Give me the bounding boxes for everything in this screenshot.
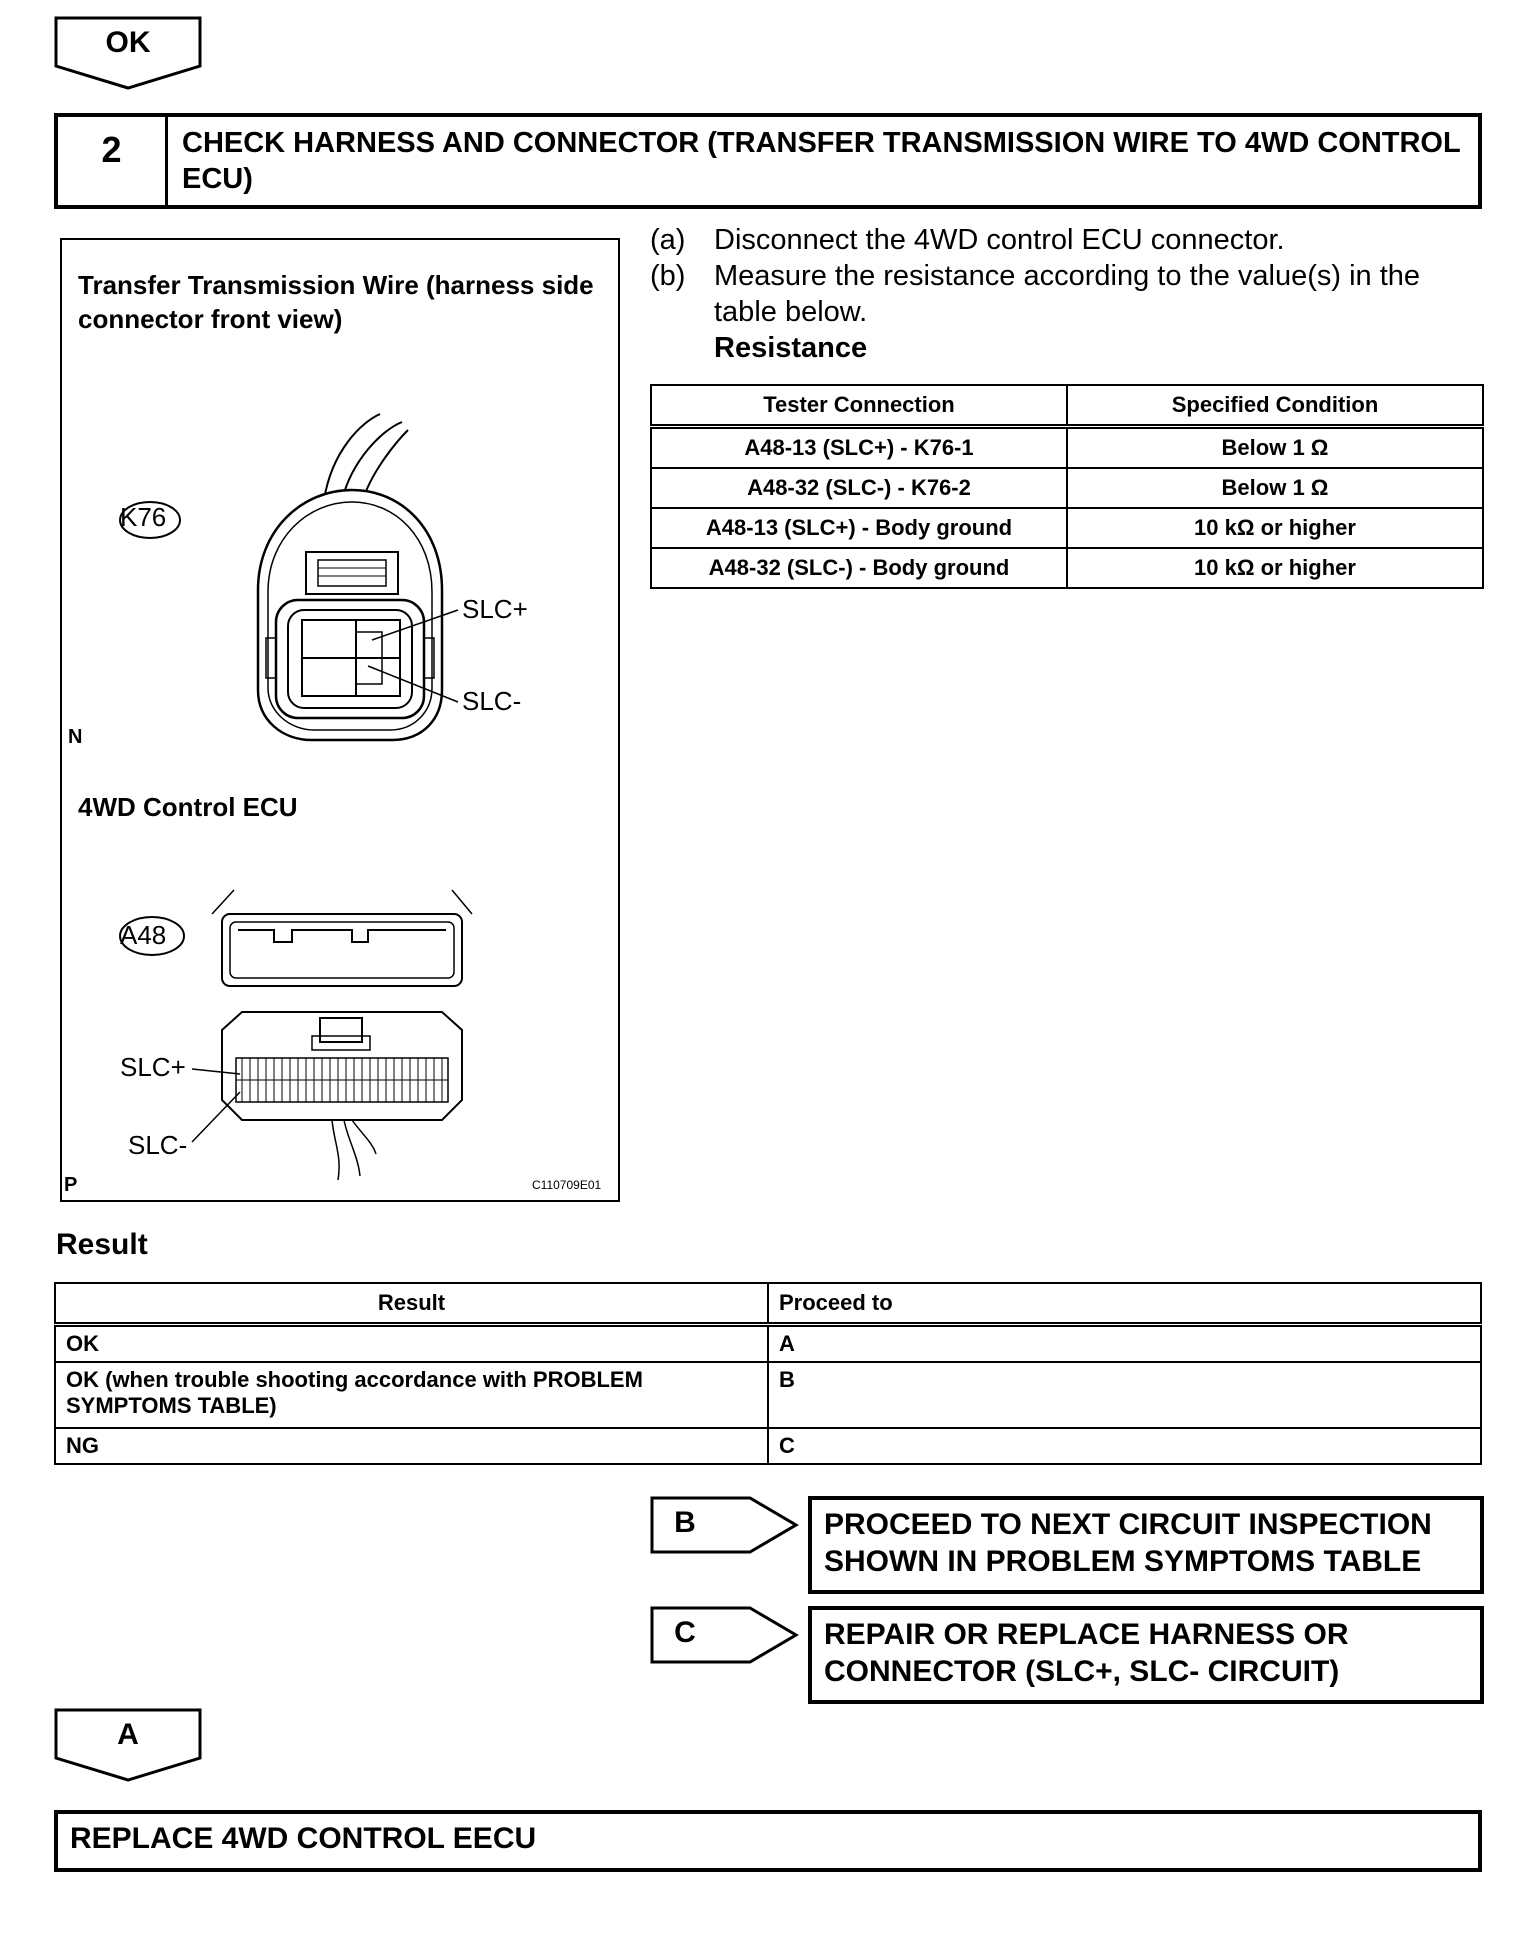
table-cell: Below 1 Ω xyxy=(1067,468,1483,508)
instruction-a-key: (a) xyxy=(650,224,686,256)
final-step: REPLACE 4WD CONTROL EECU xyxy=(54,1810,1482,1872)
branch-b-destination: PROCEED TO NEXT CIRCUIT INSPECTION SHOWN IN PROBLEM SYMPTOMS TABLE xyxy=(808,1496,1484,1594)
slc-plus-label-k76: SLC+ xyxy=(462,594,528,624)
table-cell: NG xyxy=(55,1428,768,1464)
slc-minus-label-k76: SLC- xyxy=(462,686,522,716)
table-row xyxy=(651,427,1483,469)
table-row xyxy=(55,1362,1481,1428)
table-cell: OK (when trouble shooting accordance with PROBLEM SYMPTOMS TABLE) xyxy=(55,1362,768,1428)
table-cell: 10 kΩ or higher xyxy=(1067,508,1483,548)
connector-figure xyxy=(60,238,620,1202)
table-cell: A48-32 (SLC-) - K76-2 xyxy=(651,468,1067,508)
instruction-a xyxy=(650,222,1490,258)
marker-n: N xyxy=(68,726,83,748)
table-row xyxy=(55,1325,1481,1363)
branch-b-label: B xyxy=(674,1506,696,1539)
table-row xyxy=(651,508,1483,548)
table-cell: A48-13 (SLC+) - K76-1 xyxy=(651,427,1067,469)
k76-connector-drawing xyxy=(62,410,618,790)
step-header xyxy=(54,113,1482,209)
table-row xyxy=(651,468,1483,508)
branch-b-tag xyxy=(650,1496,800,1554)
instruction-b-text: Measure the resistance according to the value(s) in the table below. xyxy=(714,260,1421,328)
ok-label: OK xyxy=(105,26,151,59)
instruction-b-key: (b) xyxy=(650,260,686,292)
step-number: 2 xyxy=(58,117,168,205)
figure-title-ecu: 4WD Control ECU xyxy=(78,792,298,822)
table-cell: A48-32 (SLC-) - Body ground xyxy=(651,548,1067,588)
result-title: Result xyxy=(56,1228,148,1261)
table-cell: OK xyxy=(55,1325,768,1363)
connector-k76-label: K76 xyxy=(120,502,167,532)
connector-a48-label: A48 xyxy=(120,920,167,950)
instruction-a-text: Disconnect the 4WD control ECU connector. xyxy=(714,224,1285,256)
table-cell: B xyxy=(768,1362,1481,1428)
table-row xyxy=(651,548,1483,588)
slc-plus-label-a48: SLC+ xyxy=(120,1052,186,1082)
step-title: CHECK HARNESS AND CONNECTOR (TRANSFER TRANSMISSION WIRE TO 4WD CONTROL ECU) xyxy=(182,127,1461,195)
a-label: A xyxy=(117,1718,139,1751)
marker-p: P xyxy=(64,1174,78,1196)
header-result: Result xyxy=(55,1283,768,1325)
figure-title-transfer-wire: Transfer Transmission Wire (harness side connector front view) xyxy=(78,270,594,334)
table-cell: A48-13 (SLC+) - Body ground xyxy=(651,508,1067,548)
branch-c-tag xyxy=(650,1606,800,1664)
figure-code: C110709E01 xyxy=(532,1178,602,1192)
resistance-table xyxy=(650,384,1484,589)
table-cell: 10 kΩ or higher xyxy=(1067,548,1483,588)
table-row xyxy=(55,1428,1481,1464)
result-table xyxy=(54,1282,1482,1465)
resistance-table-header xyxy=(651,385,1483,427)
result-table-header xyxy=(55,1283,1481,1325)
table-cell: C xyxy=(768,1428,1481,1464)
branch-c-destination: REPAIR OR REPLACE HARNESS OR CONNECTOR (SLC+, SLC- CIRCUIT) xyxy=(808,1606,1484,1704)
a-nav-tag xyxy=(54,1708,202,1782)
header-specified-condition: Specified Condition xyxy=(1067,385,1483,427)
resistance-title: Resistance xyxy=(714,332,868,364)
branch-c-label: C xyxy=(674,1616,696,1649)
header-tester-connection: Tester Connection xyxy=(651,385,1067,427)
header-proceed-to: Proceed to xyxy=(768,1283,1481,1325)
instruction-list xyxy=(650,222,1490,366)
table-cell: Below 1 Ω xyxy=(1067,427,1483,469)
instruction-b xyxy=(650,258,1490,330)
slc-minus-label-a48: SLC- xyxy=(128,1130,188,1160)
ok-nav-tag xyxy=(54,16,202,90)
table-cell: A xyxy=(768,1325,1481,1363)
